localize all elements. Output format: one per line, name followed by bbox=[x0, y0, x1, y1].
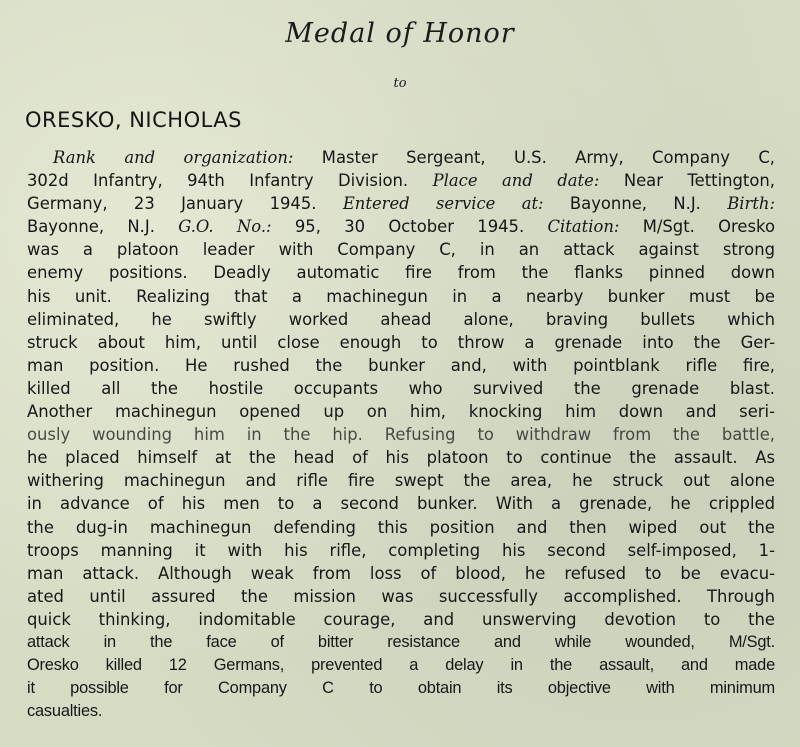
citation-line bbox=[27, 608, 775, 631]
citation-text: struck about him, until close enough to throw a grenade into the Ger- bbox=[27, 332, 775, 352]
citation-line bbox=[27, 631, 775, 654]
citation-line bbox=[27, 539, 775, 562]
citation-text: Master Sergeant, U.S. Army, Company C, bbox=[293, 148, 775, 167]
citation-line bbox=[27, 146, 775, 169]
citation-text: Another machinegun opened up on him, knocking him down and seri- bbox=[27, 402, 775, 422]
field-label: Place and date: bbox=[432, 171, 600, 191]
document-title: Medal of Honor bbox=[285, 18, 515, 49]
field-label: Rank and organization: bbox=[53, 148, 294, 167]
citation-text: attack in the face of bitter resistance and while wounded, M/Sgt. bbox=[27, 632, 775, 651]
citation-text: troops manning it with his rifle, completing his second self-imposed, 1- bbox=[27, 540, 775, 560]
citation-line bbox=[27, 469, 775, 492]
citation-line bbox=[27, 585, 775, 608]
field-label: Citation: bbox=[547, 217, 620, 237]
citation-text: Bayonne, N.J. bbox=[27, 217, 179, 237]
citation-text: ated until assured the mission was successfully accomplished. Through bbox=[27, 586, 775, 606]
citation-text: 95, 30 October 1945. bbox=[271, 217, 548, 237]
citation-text: Near Tettington, bbox=[599, 171, 775, 191]
citation-line bbox=[27, 516, 775, 539]
field-label: G.O. No.: bbox=[178, 217, 272, 237]
citation-text: killed all the hostile occupants who survived the grenade blast. bbox=[27, 378, 775, 398]
citation-text: enemy positions. Deadly automatic fire from the flanks pinned down bbox=[27, 263, 775, 283]
citation-text: quick thinking, indomitable courage, and unswerving devotion to the bbox=[27, 609, 775, 629]
citation-text: casualties. bbox=[27, 702, 103, 721]
citation-line bbox=[27, 331, 775, 354]
citation-body bbox=[27, 146, 775, 723]
citation-line bbox=[27, 169, 775, 192]
citation-text: Germany, 23 January 1945. bbox=[27, 194, 343, 214]
citation-text: Bayonne, N.J. bbox=[543, 194, 728, 214]
citation-line bbox=[27, 677, 775, 700]
citation-line bbox=[27, 492, 775, 515]
citation-line bbox=[27, 192, 775, 215]
citation-line bbox=[27, 562, 775, 585]
citation-line bbox=[27, 238, 775, 261]
citation-text: eliminated, he swiftly worked ahead alone, braving bullets which bbox=[27, 309, 775, 329]
citation-text: the dug-in machinegun defending this position and then wiped out the bbox=[27, 517, 775, 537]
citation-line bbox=[27, 261, 775, 284]
citation-text: man position. He rushed the bunker and, with pointblank rifle fire, bbox=[27, 355, 775, 375]
citation-text: ously wounding him in the hip. Refusing to withdraw from the battle, bbox=[27, 425, 775, 445]
citation-line bbox=[27, 308, 775, 331]
citation-line bbox=[27, 354, 775, 377]
citation-text: it possible for Company C to obtain its objective with minimum bbox=[27, 679, 775, 698]
to-label: to bbox=[393, 76, 407, 91]
citation-text: was a platoon leader with Company C, in an attack against strong bbox=[27, 240, 775, 260]
citation-line bbox=[27, 654, 775, 677]
citation-text: withering machinegun and rifle fire swept the area, he struck out alone bbox=[27, 471, 775, 491]
field-label: Entered service at: bbox=[342, 194, 544, 214]
citation-line bbox=[27, 285, 775, 308]
citation-line bbox=[27, 215, 775, 238]
citation-line bbox=[27, 446, 775, 469]
citation-text: in advance of his men to a second bunker. With a grenade, he crippled bbox=[27, 494, 775, 514]
recipient-name: ORESKO, NICHOLAS bbox=[25, 108, 242, 132]
field-label: Birth: bbox=[727, 194, 776, 214]
citation-text: 302d Infantry, 94th Infantry Division. bbox=[27, 171, 433, 191]
citation-text: M/Sgt. Oresko bbox=[619, 217, 775, 237]
citation-line bbox=[27, 400, 775, 423]
citation-line bbox=[27, 377, 775, 400]
citation-text: he placed himself at the head of his platoon to continue the assault. As bbox=[27, 448, 775, 468]
citation-text: Oresko killed 12 Germans, prevented a delay in the assault, and made bbox=[27, 656, 775, 675]
citation-line bbox=[27, 423, 775, 446]
citation-text: man attack. Although weak from loss of blood, he refused to be evacu- bbox=[27, 563, 775, 583]
citation-line bbox=[27, 700, 775, 723]
citation-text: his unit. Realizing that a machinegun in a nearby bunker must be bbox=[27, 286, 775, 306]
